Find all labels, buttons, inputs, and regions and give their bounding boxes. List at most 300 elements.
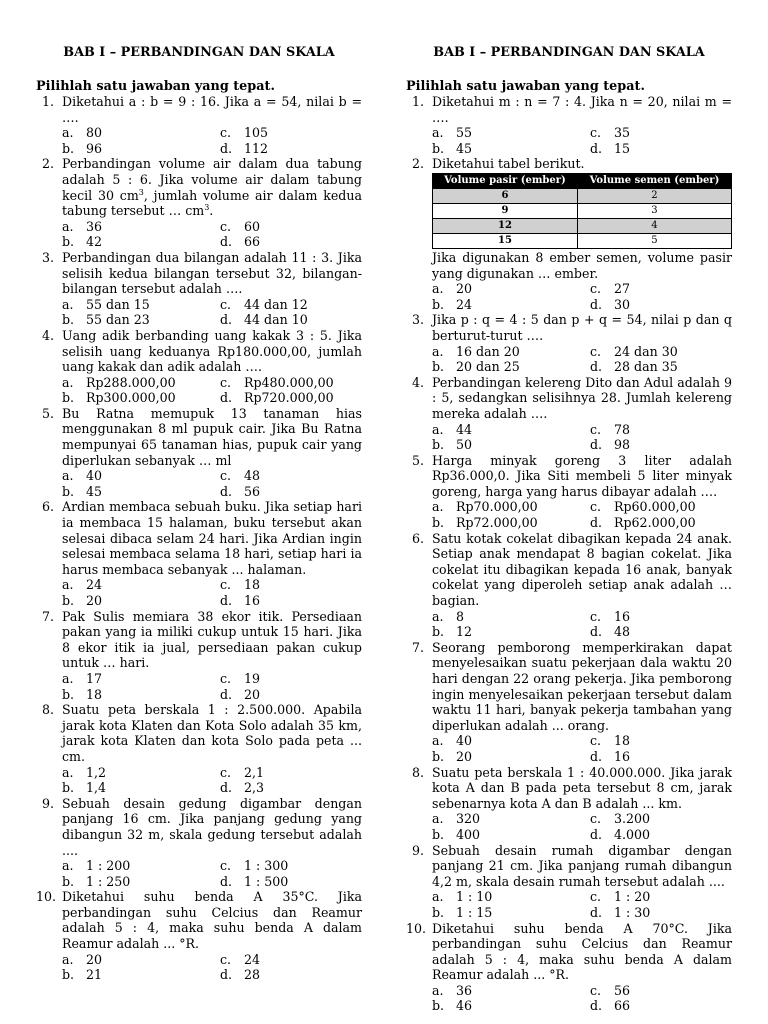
question-number: 5. <box>41 405 54 421</box>
answer-options <box>62 858 362 889</box>
question-item <box>406 531 732 640</box>
option-label: d. <box>590 437 603 453</box>
option-label: d. <box>220 390 233 406</box>
option-value: 4.000 <box>614 826 651 842</box>
question-number: 8. <box>411 764 424 780</box>
answer-option <box>62 858 220 874</box>
option-label: b. <box>62 873 75 889</box>
option-value: 44 <box>456 421 473 437</box>
answer-option <box>220 671 362 687</box>
answer-option <box>432 749 590 765</box>
option-label: a. <box>62 951 74 967</box>
option-value: 78 <box>614 421 631 437</box>
option-label: b. <box>62 593 75 608</box>
table-header-cell: Volume semen (ember) <box>577 173 731 188</box>
option-value: 112 <box>244 140 269 156</box>
answer-option <box>220 297 362 313</box>
answer-options <box>62 952 362 983</box>
option-value: 16 <box>614 608 631 624</box>
option-value: 20 <box>86 593 103 608</box>
answer-option <box>62 375 220 391</box>
answer-option <box>590 344 732 360</box>
option-label: d. <box>590 826 603 842</box>
option-value: 1 : 200 <box>86 858 131 874</box>
question-item <box>406 453 732 531</box>
answer-option <box>220 687 362 703</box>
option-label: b. <box>62 780 75 796</box>
option-label: c. <box>590 889 602 905</box>
answer-option <box>432 983 590 999</box>
question-intro: Diketahui tabel berikut. <box>432 156 585 172</box>
answer-option <box>590 515 732 531</box>
left-instruction: Pilihlah satu jawaban yang tepat. <box>36 79 275 94</box>
question-item <box>36 94 362 156</box>
option-label: c. <box>220 218 232 234</box>
question-number: 6. <box>411 530 424 546</box>
question-item <box>36 499 362 608</box>
question-text: Seorang pemborong memperkirakan dapat menyelesaikan suatu pekerjaan dala waktu 20 hari dengan 22 orang pekerja. Jika pemborong ingin menyelesaikan pekerjaan tersebut dalam waktu 11 hari, banyak pekerja tambahan yang diperlukan adalah ... orang. <box>432 639 732 733</box>
answer-option <box>62 874 220 890</box>
option-value: Rp720.000,00 <box>244 390 334 406</box>
option-label: a. <box>62 858 74 874</box>
option-label: a. <box>432 608 444 624</box>
answer-option <box>62 125 220 141</box>
answer-option <box>220 375 362 391</box>
option-value: 45 <box>456 140 473 156</box>
question-text: Perbandingan kelereng Dito dan Adul adalah 9 : 5, sedangkan selisihnya 28. Jumlah kelereng mereka adalah …. <box>432 374 732 421</box>
option-label: b. <box>62 483 75 499</box>
option-value: 16 <box>244 593 261 608</box>
answer-option <box>62 687 220 703</box>
question-text: Sebuah desain rumah digambar dengan panjang 21 cm. Jika panjang rumah dibangun 4,2 m, skala desain rumah tersebut adalah .... <box>432 842 732 889</box>
option-label: d. <box>220 780 233 796</box>
option-value: 36 <box>86 218 103 234</box>
question-item <box>36 406 362 500</box>
question-number: 2. <box>411 156 424 172</box>
option-value: 1 : 250 <box>86 873 131 889</box>
option-label: c. <box>220 951 232 967</box>
option-value: 3.200 <box>614 811 651 827</box>
left-question-list <box>36 94 362 983</box>
question-text: Diketahui m : n = 7 : 4. Jika n = 20, nilai m = …. <box>432 94 732 125</box>
option-value: Rp72.000,00 <box>456 515 538 531</box>
answer-option <box>432 281 590 297</box>
option-value: 55 dan 15 <box>86 296 150 312</box>
question-text: Uang adik berbanding uang kakak 3 : 5. Jika selisih uang keduanya Rp180.000,00, jumlah uang kakak dan adik adalah …. <box>62 327 362 375</box>
option-value: 40 <box>86 468 103 484</box>
option-value: 8 <box>456 608 465 624</box>
option-label: c. <box>590 281 602 297</box>
question-number: 9. <box>411 842 424 858</box>
question-item <box>406 843 732 921</box>
answer-option <box>62 952 220 968</box>
answer-option <box>432 437 590 453</box>
table-row <box>433 233 732 248</box>
question-number: 3. <box>411 312 424 328</box>
question-text <box>62 156 362 218</box>
option-label: b. <box>432 515 445 531</box>
option-value: 66 <box>244 234 261 250</box>
option-value: 15 <box>614 140 631 156</box>
answer-option <box>62 390 220 406</box>
question-text: Perbandingan dua bilangan adalah 11 : 3. Jika selisih kedua bilangan tersebut 32, bilangan-bilangan tersebut adalah …. <box>62 249 362 297</box>
table-cell: 12 <box>433 218 578 233</box>
answer-option <box>220 952 362 968</box>
question-item <box>36 609 362 703</box>
answer-option <box>590 733 732 749</box>
answer-option <box>432 905 590 921</box>
question-text: Jika digunakan 8 ember semen, volume pasir yang digunakan … ember. <box>432 249 732 281</box>
answer-options <box>62 468 362 499</box>
right-question-list <box>406 94 732 1014</box>
table-row <box>433 203 732 218</box>
question-item <box>36 156 362 250</box>
question-text-part: , jumlah volume air dalam kedua tabung tersebut … cm <box>62 187 362 219</box>
option-value: 1 : 10 <box>456 889 493 905</box>
option-value: 21 <box>86 967 103 983</box>
answer-options <box>432 281 732 312</box>
answer-option <box>590 141 732 157</box>
answer-option <box>590 609 732 625</box>
option-label: d. <box>590 140 603 156</box>
answer-option <box>432 624 590 640</box>
option-value: 56 <box>244 483 261 499</box>
option-value: 36 <box>456 982 473 998</box>
option-label: d. <box>220 234 233 250</box>
question-text: Satu kotak cokelat dibagikan kepada 24 anak. Setiap anak mendapat 8 bagian cokelat. Jika cokelat itu dibagikan kepada 16 anak, banyak cokelat yang diperoleh setiap anak adalah … bagian. <box>432 530 732 609</box>
option-label: c. <box>590 499 602 515</box>
option-value: 28 dan 35 <box>614 359 678 375</box>
answer-option <box>590 422 732 438</box>
option-value: 1 : 300 <box>244 858 289 874</box>
answer-option <box>590 437 732 453</box>
option-label: a. <box>432 811 444 827</box>
question-number: 8. <box>41 702 54 718</box>
option-label: d. <box>220 873 233 889</box>
option-value: 30 <box>614 296 631 312</box>
option-value: 48 <box>614 624 631 640</box>
option-label: d. <box>220 483 233 499</box>
option-label: c. <box>590 608 602 624</box>
option-value: 55 <box>456 125 473 141</box>
option-value: 24 dan 30 <box>614 343 678 359</box>
option-value: 19 <box>244 670 261 686</box>
option-label: b. <box>432 624 445 640</box>
option-label: d. <box>590 748 603 764</box>
option-value: 55 dan 23 <box>86 312 150 328</box>
left-chapter-title: BAB I – PERBANDINGAN DAN SKALA <box>63 45 335 60</box>
question-number: 10. <box>36 889 57 905</box>
table-cell: 6 <box>433 188 578 203</box>
answer-options <box>432 889 732 920</box>
option-label: d. <box>590 515 603 531</box>
table-cell: 2 <box>577 188 731 203</box>
question-item <box>36 250 362 328</box>
option-value: 105 <box>244 125 269 141</box>
question-number: 7. <box>41 608 54 624</box>
option-label: a. <box>62 670 74 686</box>
question-item <box>36 702 362 796</box>
option-value: 35 <box>614 125 631 141</box>
answer-option <box>432 422 590 438</box>
question-number: 6. <box>41 499 54 515</box>
table-cell: 3 <box>577 203 731 218</box>
answer-option <box>220 312 362 328</box>
question-text-part: Perbandingan volume air dalam dua tabung adalah 5 : 6. Jika volume air dalam tabung kecil 30 cm <box>62 156 362 203</box>
answer-options <box>62 375 362 406</box>
question-item <box>36 328 362 406</box>
option-label: b. <box>62 390 75 406</box>
table-cell: 5 <box>577 233 731 248</box>
question-number: 10. <box>406 920 427 936</box>
answer-option <box>220 219 362 235</box>
question-text: Suatu peta berskala 1 : 2.500.000. Apabila jarak kota Klaten dan Kota Solo adalah 35 km, jarak kota Klaten dan kota Solo pada peta ... cm. <box>62 702 362 764</box>
option-label: c. <box>220 858 232 874</box>
question-text: Pak Sulis memiara 38 ekor itik. Persediaan pakan yang ia miliki cukup untuk 15 hari. Jika 8 ekor itik ia jual, persediaan pakan cukup untuk … hari. <box>62 608 362 671</box>
option-value: 50 <box>456 437 473 453</box>
answer-option <box>432 344 590 360</box>
question-number: 1. <box>41 94 54 109</box>
option-label: b. <box>432 748 445 764</box>
option-label: a. <box>432 421 444 437</box>
option-label: d. <box>590 359 603 375</box>
option-label: c. <box>590 811 602 827</box>
option-label: d. <box>590 296 603 312</box>
answer-option <box>220 593 362 609</box>
option-value: 1 : 20 <box>614 889 651 905</box>
option-value: 18 <box>86 686 103 702</box>
option-value: 2,1 <box>244 764 265 780</box>
option-value: 20 <box>86 951 103 967</box>
answer-option <box>62 468 220 484</box>
answer-option <box>62 780 220 796</box>
question-text: Sebuah desain gedung digambar dengan panjang 16 cm. Jika panjang gedung yang dibangun 32 m, skala gedung tersebut adalah .... <box>62 795 362 858</box>
option-label: d. <box>220 140 233 156</box>
answer-options <box>432 344 732 375</box>
question-text-part: . <box>209 203 214 219</box>
answer-option <box>220 468 362 484</box>
option-label: a. <box>62 374 74 390</box>
option-label: a. <box>432 343 444 359</box>
answer-option <box>62 141 220 157</box>
table-row <box>433 188 732 203</box>
option-label: a. <box>432 499 444 515</box>
option-label: d. <box>220 686 233 702</box>
answer-option <box>220 780 362 796</box>
superscript: 3 <box>138 187 144 197</box>
question-text: Jika p : q = 4 : 5 dan p + q = 54, nilai p dan q berturut-turut …. <box>432 312 732 343</box>
answer-options <box>62 577 362 608</box>
answer-option <box>432 297 590 313</box>
option-label: d. <box>590 998 603 1014</box>
option-value: Rp480.000,00 <box>244 374 334 390</box>
option-value: 42 <box>86 234 103 250</box>
question-number: 4. <box>41 327 54 343</box>
answer-option <box>432 609 590 625</box>
answer-option <box>590 749 732 765</box>
option-label: b. <box>432 826 445 842</box>
option-value: 20 <box>244 686 261 702</box>
option-value: 60 <box>244 218 261 234</box>
question-text: Diketahui a : b = 9 : 16. Jika a = 54, nilai b = …. <box>62 94 362 125</box>
option-label: a. <box>432 125 444 141</box>
option-label: c. <box>590 343 602 359</box>
option-label: c. <box>220 125 232 141</box>
answer-option <box>590 905 732 921</box>
question-number: 4. <box>411 374 424 390</box>
answer-options <box>432 733 732 764</box>
answer-option <box>220 577 362 593</box>
option-label: c. <box>220 468 232 484</box>
option-value: 1,2 <box>86 764 107 780</box>
option-value: 66 <box>614 998 631 1014</box>
answer-option <box>62 234 220 250</box>
question-item <box>36 796 362 890</box>
option-label: a. <box>432 982 444 998</box>
answer-option <box>432 499 590 515</box>
answer-option <box>220 874 362 890</box>
question-number: 5. <box>411 452 424 468</box>
answer-option <box>62 297 220 313</box>
option-label: b. <box>62 312 75 328</box>
table-header-row <box>433 173 732 188</box>
option-label: b. <box>62 967 75 983</box>
option-label: c. <box>220 577 232 593</box>
option-value: 16 <box>614 748 631 764</box>
question-item <box>36 889 362 983</box>
option-label: d. <box>590 624 603 640</box>
option-value: 20 <box>456 281 473 297</box>
option-label: c. <box>220 764 232 780</box>
option-value: 16 dan 20 <box>456 343 520 359</box>
option-label: a. <box>62 218 74 234</box>
answer-options <box>432 422 732 453</box>
option-label: d. <box>220 967 233 983</box>
answer-option <box>220 484 362 500</box>
option-value: 46 <box>456 998 473 1014</box>
answer-options <box>432 983 732 1014</box>
option-label: c. <box>590 125 602 141</box>
table-cell: 9 <box>433 203 578 218</box>
question-number: 7. <box>411 639 424 655</box>
option-value: 24 <box>86 577 103 593</box>
answer-option <box>62 312 220 328</box>
answer-option <box>590 297 732 313</box>
option-value: 20 dan 25 <box>456 359 520 375</box>
option-label: b. <box>62 234 75 250</box>
question-text: Bu Ratna memupuk 13 tanaman hias menggunakan 8 ml pupuk cair. Jika Bu Ratna mempunyai 65 tanaman hias, pupuk cair yang diperlukan sebanyak … ml <box>62 405 362 468</box>
question-text: Suatu peta berskala 1 : 40.000.000. Jika jarak kota A dan B pada peta tersebut 8 cm, jarak sebenarnya kota A dan B adalah ... km. <box>432 764 732 811</box>
answer-option <box>220 967 362 983</box>
option-label: a. <box>62 468 74 484</box>
option-value: 400 <box>456 826 481 842</box>
answer-option <box>432 827 590 843</box>
option-value: 18 <box>614 733 631 749</box>
option-value: 20 <box>456 748 473 764</box>
answer-option <box>432 125 590 141</box>
option-value: Rp70.000,00 <box>456 499 538 515</box>
option-label: c. <box>220 296 232 312</box>
option-value: 2,3 <box>244 780 265 796</box>
answer-option <box>590 624 732 640</box>
option-value: 48 <box>244 468 261 484</box>
question-item <box>406 312 732 374</box>
option-label: b. <box>432 998 445 1014</box>
answer-option <box>590 827 732 843</box>
answer-option <box>590 998 732 1014</box>
option-value: 27 <box>614 281 631 297</box>
answer-options <box>432 499 732 530</box>
question-text: Harga minyak goreng 3 liter adalah Rp36.000,0. Jika Siti membeli 5 liter minyak goreng, harga yang harus dibayar adalah …. <box>432 452 732 499</box>
answer-option <box>220 390 362 406</box>
answer-option <box>220 141 362 157</box>
question-item <box>406 921 732 1015</box>
question-item <box>406 765 732 843</box>
answer-option <box>62 765 220 781</box>
option-label: b. <box>432 359 445 375</box>
question-text: Ardian membaca sebuah buku. Jika setiap hari ia membaca 15 halaman, buku tersebut akan selesai dibaca selam 24 hari. Jika Ardian ingin selesai membaca selama 18 hari, setiap hari ia harus membaca sebanyak ... halaman. <box>62 499 362 577</box>
option-value: Rp62.000,00 <box>614 515 696 531</box>
answer-option <box>62 967 220 983</box>
answer-option <box>432 998 590 1014</box>
answer-option <box>220 765 362 781</box>
option-label: b. <box>62 140 75 156</box>
option-value: 17 <box>86 670 103 686</box>
option-value: 12 <box>456 624 473 640</box>
answer-options <box>62 671 362 702</box>
option-label: a. <box>432 281 444 297</box>
answer-option <box>62 219 220 235</box>
answer-option <box>590 359 732 375</box>
answer-option <box>432 811 590 827</box>
question-text: Diketahui suhu benda A 70°C. Jika perbandingan suhu Celcius dan Reamur adalah 5 : 4, maka suhu benda A dalam Reamur adalah ... °R. <box>432 920 732 983</box>
answer-option <box>590 811 732 827</box>
answer-option <box>432 141 590 157</box>
option-label: b. <box>432 437 445 453</box>
option-label: a. <box>62 577 74 593</box>
answer-option <box>590 889 732 905</box>
option-value: 28 <box>244 967 261 983</box>
option-label: a. <box>432 889 444 905</box>
table-cell: 4 <box>577 218 731 233</box>
option-value: 56 <box>614 982 631 998</box>
answer-option <box>220 858 362 874</box>
option-value: Rp60.000,00 <box>614 499 696 515</box>
superscript: 3 <box>204 203 210 213</box>
answer-option <box>590 983 732 999</box>
answer-options <box>432 609 732 640</box>
question-item <box>406 640 732 765</box>
option-value: 24 <box>244 951 261 967</box>
right-instruction: Pilihlah satu jawaban yang tepat. <box>406 79 645 94</box>
option-value: 1,4 <box>86 780 107 796</box>
option-label: d. <box>590 904 603 920</box>
question-number: 3. <box>41 249 54 265</box>
option-value: 40 <box>456 733 473 749</box>
question-number: 9. <box>41 795 54 811</box>
question-item <box>406 375 732 453</box>
question-item <box>406 94 732 156</box>
answer-option <box>220 125 362 141</box>
answer-option <box>62 593 220 609</box>
answer-option <box>590 281 732 297</box>
option-value: 320 <box>456 811 481 827</box>
option-label: c. <box>220 670 232 686</box>
answer-option <box>432 359 590 375</box>
option-label: d. <box>220 593 233 608</box>
option-value: 1 : 500 <box>244 873 289 889</box>
table-header-cell: Volume pasir (ember) <box>433 173 578 188</box>
